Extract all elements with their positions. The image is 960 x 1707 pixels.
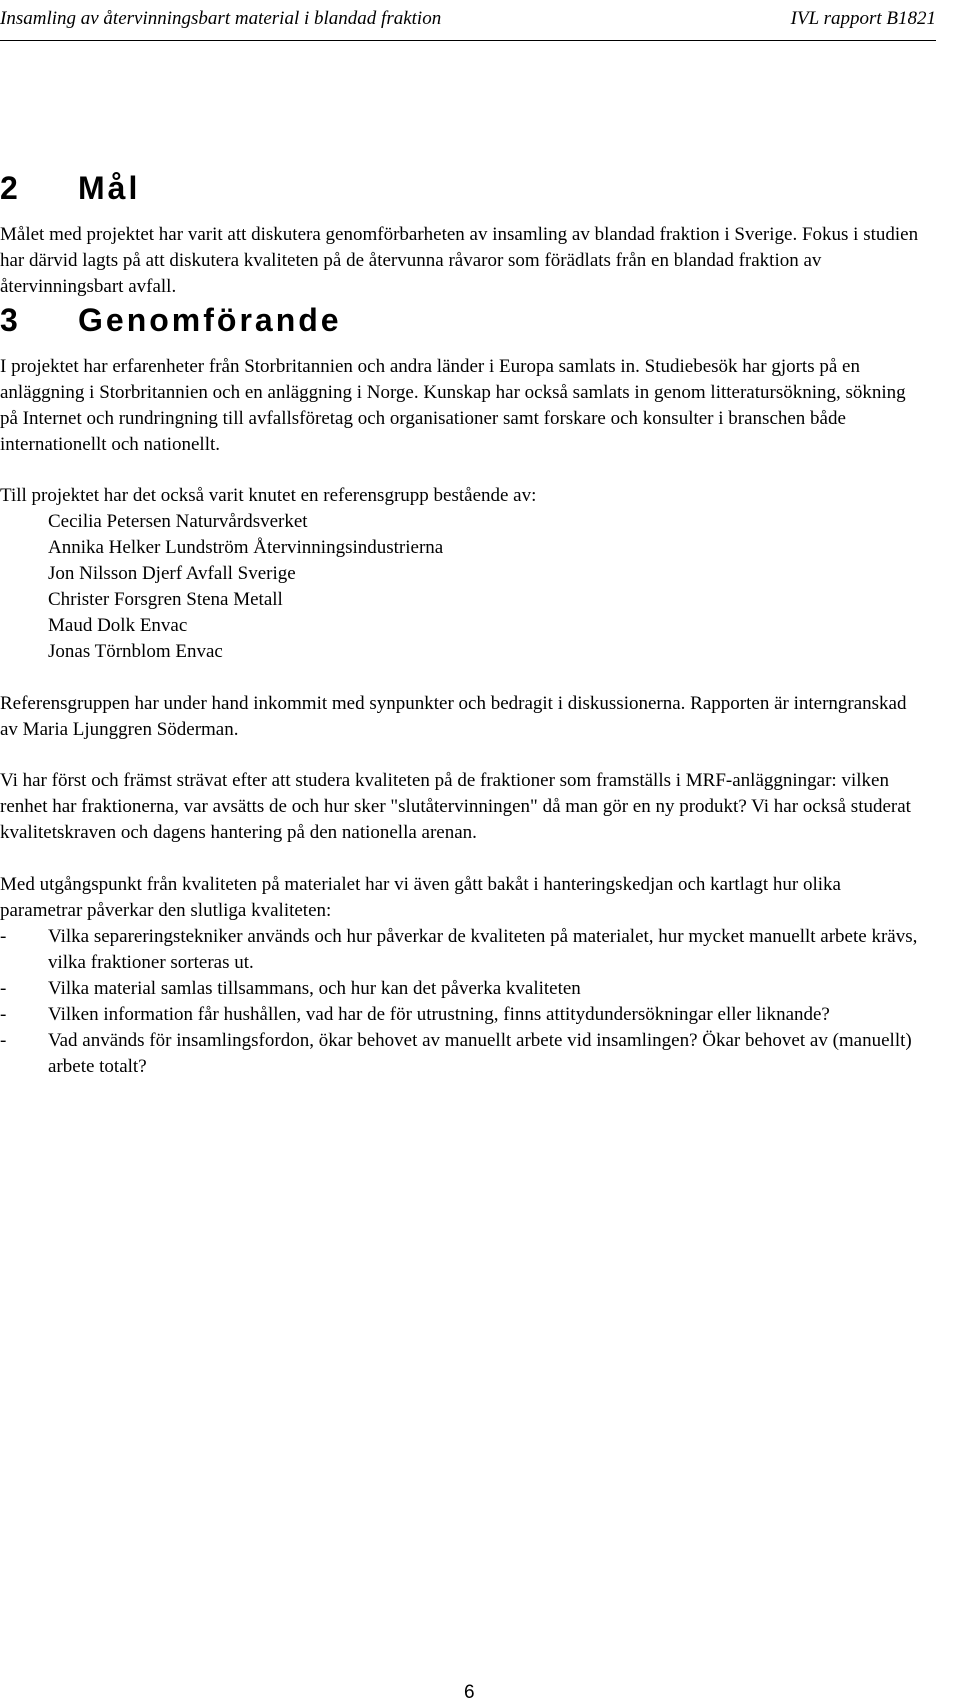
section-title: Genomförande — [78, 302, 342, 338]
parameter-list-item: - Vilka material samlas tillsammans, och hur kan det påverka kvaliteten — [0, 976, 920, 1002]
parameter-list-item: - Vad används för insamlingsfordon, ökar behovet av manuellt arbete vid insamlingen? Ökar behovet av (manuellt) arbete totalt? — [0, 1030, 912, 1077]
parameter-list — [0, 924, 920, 1080]
section-heading-mal — [0, 168, 920, 208]
parameter-list-item: - Vilken information får hushållen, vad har de för utrustning, finns attitydundersökningar eller liknande? — [0, 1002, 920, 1028]
bullet-dash: - — [0, 978, 7, 999]
section-number: 3 — [0, 302, 21, 338]
bullet-dash: - — [0, 1004, 7, 1025]
reference-group-intro: Till projektet har det också varit knutet en referensgrupp bestående av: — [0, 485, 537, 506]
page-header — [0, 4, 936, 41]
header-report-number: IVL rapport B1821 — [790, 8, 936, 29]
reference-group-member: Maud Dolk Envac — [48, 615, 188, 636]
paragraph-genomforande: I projektet har erfarenheter från Storbritannien och andra länder i Europa samlats in. Studiebesök har gjorts på en anläggning i Storbritannien och en anläggning i Norge. Kunskap har också samlats in genom litteratursökning, sökning på Internet och rundringning till avfallsföretag och organisationer samt forskare och konsulter i branschen både internationellt och nationellt. — [0, 356, 906, 455]
section-number: 2 — [0, 170, 21, 206]
header-report-title: Insamling av återvinningsbart material i blandad fraktion — [0, 8, 442, 29]
reference-group-member: Jonas Törnblom Envac — [48, 641, 223, 662]
reference-group-member: Cecilia Petersen Naturvårdsverket — [48, 511, 308, 532]
section-title: Mål — [78, 170, 141, 206]
reference-group-list — [0, 509, 920, 665]
reference-group-member: Christer Forsgren Stena Metall — [48, 589, 283, 610]
section-heading-genomforande — [0, 300, 920, 340]
reference-group-member: Jon Nilsson Djerf Avfall Sverige — [48, 563, 296, 584]
reference-group-outro: Referensgruppen har under hand inkommit med synpunkter och bedragit i diskussionerna. Rapporten är interngranskad av Maria Ljunggren Söderman. — [0, 693, 907, 740]
page-number: 6 — [464, 1682, 475, 1703]
page-content — [0, 168, 920, 1080]
paragraph-chain-study: Med utgångspunkt från kvaliteten på materialet har vi även gått bakåt i hanteringskedjan och kartlagt hur olika parametrar påverkar den slutliga kvaliteten: — [0, 874, 841, 921]
bullet-dash: - — [0, 1030, 7, 1051]
reference-group-member: Annika Helker Lundström Återvinningsindustrierna — [48, 537, 444, 558]
paragraph-quality-study: Vi har först och främst strävat efter att studera kvaliteten på de fraktioner som framställs i MRF-anläggningar: vilken renhet har fraktionerna, var avsätts de och hur sker "slutåtervinningen" då man gör en ny produkt? Vi har också studerat kvalitetskraven och dagens hantering på den nationella arenan. — [0, 770, 911, 843]
parameter-list-item: - Vilka separeringstekniker används och hur påverkar de kvaliteten på materialet, hur mycket manuellt arbete krävs, vilka fraktioner sorteras ut. — [0, 926, 918, 973]
paragraph-mal: Målet med projektet har varit att diskutera genomförbarheten av insamling av blandad fraktion i Sverige. Fokus i studien har därvid lagts på att diskutera kvaliteten på de återvunna råvaror som förädlats från en blandad fraktion av återvinningsbart avfall. — [0, 224, 919, 297]
bullet-dash: - — [0, 926, 7, 947]
